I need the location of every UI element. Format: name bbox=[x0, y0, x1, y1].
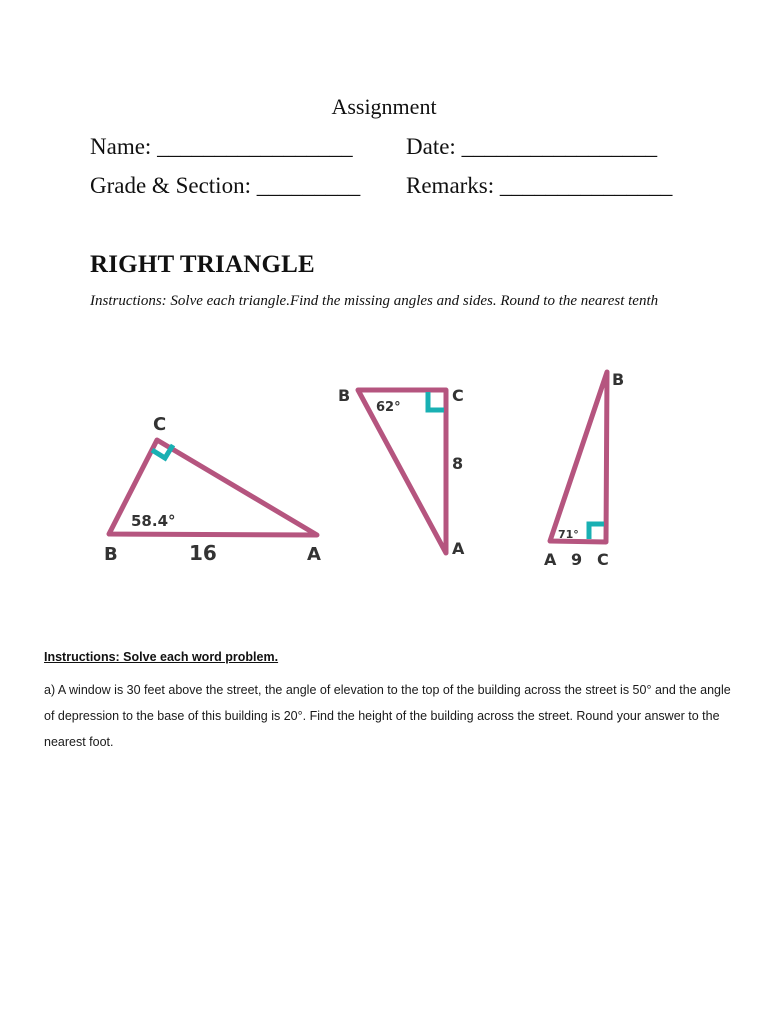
triangle-instructions: Instructions: Solve each triangle.Find the missing angles and sides. Round to the nearest tenth bbox=[90, 293, 659, 309]
assignment-title: Assignment bbox=[331, 94, 437, 119]
triangle-3-vertex-a: A bbox=[544, 550, 557, 569]
triangle-3-outline bbox=[550, 372, 607, 542]
triangle-figure-3 bbox=[530, 362, 640, 574]
triangle-figure-1 bbox=[95, 405, 345, 575]
triangle-figure-2 bbox=[330, 375, 480, 570]
triangle-2-vertex-b: B bbox=[338, 386, 351, 405]
triangle-1-vertex-c: C bbox=[153, 414, 167, 435]
grade-section-label: Grade & Section: bbox=[90, 173, 251, 198]
word-problem-instructions: Instructions: Solve each word problem. bbox=[44, 650, 279, 664]
remarks-line: _______________ bbox=[499, 173, 673, 198]
triangle-1-vertex-b: B bbox=[104, 544, 118, 565]
date-label: Date: bbox=[406, 134, 456, 159]
remarks-label: Remarks: bbox=[406, 173, 495, 198]
triangle-2-outline bbox=[358, 390, 446, 553]
triangle-2-side-label: 8 bbox=[452, 454, 464, 473]
grade-section-field bbox=[90, 173, 360, 199]
triangle-3-angle-label: 71° bbox=[558, 528, 579, 541]
triangle-3-side-label: 9 bbox=[571, 550, 583, 569]
triangle-1-side-label: 16 bbox=[189, 541, 217, 565]
name-line: _________________ bbox=[157, 134, 353, 159]
triangle-1-angle-label: 58.4° bbox=[131, 512, 176, 530]
remarks-field bbox=[406, 173, 672, 199]
triangle-2-right-angle-marker bbox=[428, 392, 444, 410]
date-field bbox=[406, 134, 657, 160]
grade-section-line: _________ bbox=[256, 173, 361, 198]
triangle-1-vertex-a: A bbox=[307, 544, 321, 565]
section-heading: RIGHT TRIANGLE bbox=[90, 251, 315, 278]
triangle-3-right-angle-marker bbox=[589, 524, 604, 539]
triangle-2-vertex-c: C bbox=[452, 386, 464, 405]
word-problem-a: a) A window is 30 feet above the street, the angle of elevation to the top of the building across the street is 50° and the angle of depression to the base of this building is 20°. Find the height of the building across the street. Round your answer to the nearest foot. bbox=[44, 683, 731, 749]
date-line: _________________ bbox=[461, 134, 658, 159]
triangle-2-vertex-a: A bbox=[452, 539, 465, 558]
triangle-3-vertex-b: B bbox=[612, 370, 625, 389]
triangle-3-vertex-c: C bbox=[597, 550, 609, 569]
triangle-2-angle-label: 62° bbox=[376, 400, 401, 415]
name-field bbox=[90, 134, 353, 160]
name-label: Name: bbox=[90, 134, 152, 159]
